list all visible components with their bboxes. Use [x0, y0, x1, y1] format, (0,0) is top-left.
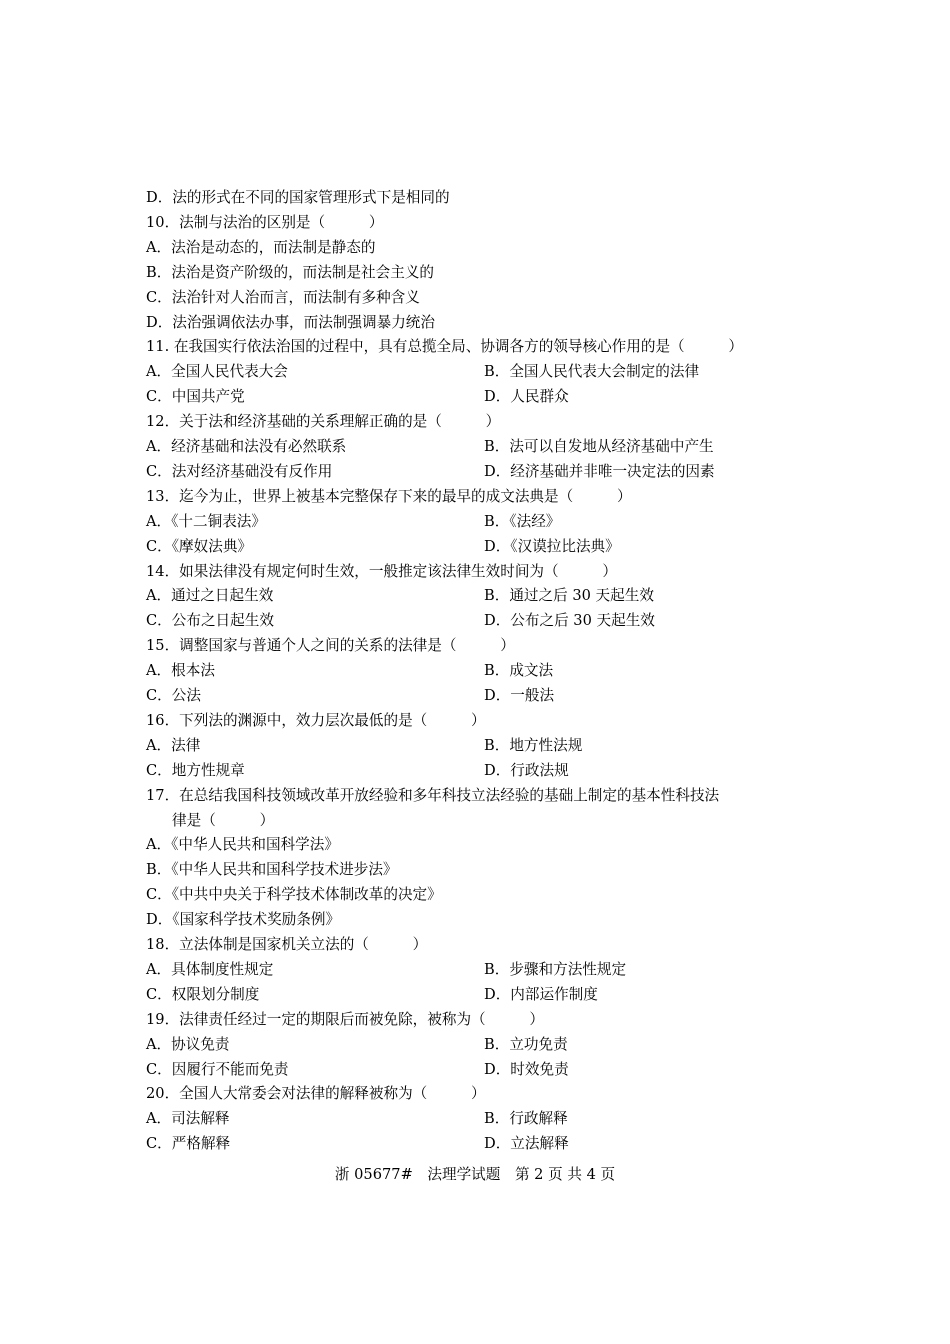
text-line	[146, 212, 383, 234]
text-line	[146, 287, 420, 309]
option-row	[146, 536, 620, 558]
line-text: 19．法律责任经过一定的期限后而被免除，被称为（ ）	[146, 1010, 545, 1028]
option-right: D．人民群众	[484, 388, 569, 406]
line-text: A．通过之日起生效	[146, 587, 274, 605]
option-row	[146, 386, 569, 408]
option-row	[146, 461, 715, 483]
option-right: B．步骤和方法性规定	[484, 960, 627, 978]
line-text: C．《中共中央关于科学技术体制改革的决定》	[146, 886, 442, 904]
text-line	[146, 1009, 544, 1031]
option-right: D．公布之后 30 天起生效	[484, 612, 655, 630]
line-text: A．具体制度性规定	[146, 960, 274, 978]
line-text: 18．立法体制是国家机关立法的（ ）	[146, 936, 428, 953]
text-line	[172, 810, 274, 832]
line-text: 15．调整国家与普通个人之间的关系的法律是（ ）	[146, 637, 515, 655]
line-text: D．法治强调依法办事，而法制强调暴力统治	[146, 313, 435, 331]
text-line	[146, 710, 486, 732]
option-row	[146, 735, 583, 757]
line-text: C．中国共产党	[146, 388, 245, 406]
text-line	[146, 336, 743, 358]
option-right: B．行政解释	[484, 1110, 568, 1128]
line-text: C．严格解释	[146, 1135, 231, 1153]
line-text: 13．迄今为止，世界上被基本完整保存下来的最早的成文法典是（ ）	[146, 487, 632, 505]
line-text: A．全国人民代表大会	[146, 363, 288, 381]
option-row	[146, 760, 569, 782]
text-line	[146, 187, 450, 209]
line-text: A．经济基础和法没有必然联系	[146, 438, 347, 455]
line-text: D．法的形式在不同的国家管理形式下是相同的	[146, 189, 450, 206]
option-right: B．《法经》	[484, 512, 561, 530]
text-line	[146, 262, 434, 284]
option-row	[146, 1034, 568, 1056]
line-text: 14．如果法律没有规定何时生效，一般推定该法律生效时间为（ ）	[146, 562, 617, 580]
option-right: B．立功免责	[484, 1035, 568, 1053]
line-text: A．根本法	[146, 662, 215, 680]
line-text: B．法治是资产阶级的，而法制是社会主义的	[146, 263, 435, 281]
line-text: C．公布之日起生效	[146, 612, 274, 630]
line-text: 12．关于法和经济基础的关系理解正确的是（ ）	[146, 413, 501, 431]
line-text: 20．全国人大常委会对法律的解释被称为（ ）	[146, 1085, 486, 1103]
text-line	[146, 411, 500, 433]
option-right: D．《汉谟拉比法典》	[484, 537, 620, 555]
line-text: B．《中华人民共和国科学技术进步法》	[146, 861, 398, 879]
text-line	[146, 785, 719, 807]
option-row	[146, 1108, 568, 1130]
option-right: B．成文法	[484, 662, 554, 680]
option-row	[146, 511, 561, 533]
line-text: 律是（ ）	[172, 811, 275, 829]
line-text: C．权限划分制度	[146, 985, 260, 1003]
text-line	[146, 561, 617, 583]
page-footer: 浙 05677# 法理学试题 第 2 页 共 4 页	[334, 1166, 616, 1183]
text-line	[146, 312, 435, 334]
text-line	[146, 635, 515, 657]
line-text: 10．法制与法治的区别是（ ）	[146, 213, 384, 231]
option-right: D．行政法规	[484, 761, 569, 779]
line-text: C．法治针对人治而言，而法制有多种含义	[146, 288, 420, 306]
line-text: C．法对经济基础没有反作用	[146, 462, 333, 480]
line-text: 11. 在我国实行依法治国的过程中，具有总揽全局、协调各方的领导核心作用的是（ ）	[146, 338, 744, 356]
line-text: A．司法解释	[146, 1110, 230, 1128]
option-row	[146, 436, 714, 458]
option-right: B．通过之后 30 天起生效	[484, 587, 654, 605]
option-row	[146, 610, 655, 632]
line-text: A．法律	[146, 736, 201, 754]
line-text: C．《摩奴法典》	[146, 537, 253, 555]
text-line	[146, 834, 339, 856]
line-text: A．《十二铜表法》	[146, 512, 266, 530]
option-right: D．时效免责	[484, 1060, 569, 1078]
line-text: 16．下列法的渊源中，效力层次最低的是（ ）	[146, 711, 486, 729]
line-text: C．地方性规章	[146, 761, 245, 779]
line-text: A．协议免责	[146, 1035, 230, 1053]
text-line	[146, 909, 340, 931]
option-right: B．地方性法规	[484, 736, 583, 754]
option-row	[146, 1133, 569, 1155]
text-line	[146, 934, 427, 956]
option-row	[146, 984, 598, 1006]
text-line	[146, 1083, 486, 1105]
option-row	[146, 660, 554, 682]
option-row	[146, 361, 700, 383]
line-text: A．《中华人民共和国科学法》	[146, 836, 339, 854]
option-row	[146, 585, 654, 607]
option-row	[146, 959, 627, 981]
option-row	[146, 1059, 569, 1081]
option-right: D．一般法	[484, 687, 555, 704]
line-text: D．《国家科学技术奖励条例》	[146, 911, 341, 929]
option-right: D．内部运作制度	[484, 985, 598, 1003]
line-text: C．公法	[146, 687, 201, 704]
text-line	[146, 884, 442, 906]
option-right: D．经济基础并非唯一决定法的因素	[484, 462, 715, 480]
line-text: 17．在总结我国科技领域改革开放经验和多年科技立法经验的基础上制定的基本性科技法	[146, 786, 720, 804]
text-line	[146, 859, 398, 881]
option-row	[146, 685, 555, 707]
option-right: B．全国人民代表大会制定的法律	[484, 363, 700, 381]
text-line	[146, 486, 632, 508]
option-right: D．立法解释	[484, 1135, 569, 1153]
text-line	[146, 237, 375, 259]
line-text: A．法治是动态的，而法制是静态的	[146, 238, 376, 256]
line-text: C．因履行不能而免责	[146, 1060, 289, 1078]
option-right: B．法可以自发地从经济基础中产生	[484, 438, 714, 455]
